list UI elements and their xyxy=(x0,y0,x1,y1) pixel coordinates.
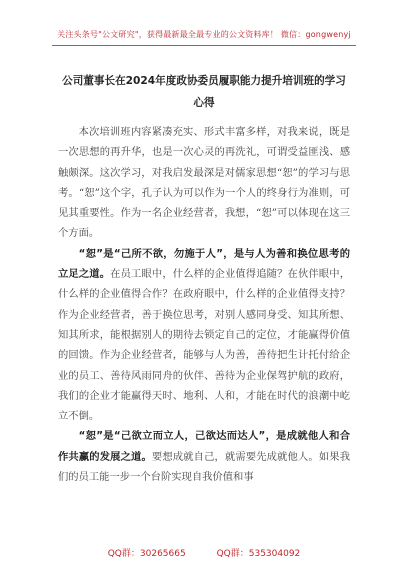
paragraph-text: 本次培训班内容紧凑充实、形式丰富多样，对我来说，既是一次思想的再升华，也是一次心灵的再洗礼，可谓受益匪浅、感触颇深。这次学习，对我启发最深是对儒家思想“恕”的学习与思考。“恕”这个字，孔子认为可以作为一个人的终身行为准则，可见其重要性。作为一名企业经营者，我想，“恕”可以体现在这三个方面。 xyxy=(58,126,350,240)
footer-qq-group-1: QQ群：30265665 xyxy=(107,549,186,559)
paragraph-point-2 xyxy=(58,426,350,487)
paragraph-text: 在员工眼中，什么样的企业值得追随？在伙伴眼中，什么样的企业值得合作？在政府眼中，什么样的企业值得支持？作为企业经营者，善于换位思考，对别人感同身受、知其所想、知其所求，能根据别人的期待去锁定自己的定位，才能赢得价值的回馈。作为企业经营者，能够与人为善，善待把生计托付给企业的员工、善待风雨同舟的伙伴、善待为企业保驾护航的政府，我们的企业才能赢得天时、地利、人和，才能在时代的浪潮中屹立不倒。 xyxy=(58,268,351,423)
paragraph-point-1 xyxy=(58,244,350,427)
paragraph-text: 要想成就自己，就需要先成就他人。如果我们的员工能一步一个台阶实现自我价值和事 xyxy=(58,450,351,484)
footer xyxy=(0,546,408,559)
footer-qq-group-2: QQ群：535304092 xyxy=(216,549,301,559)
document-title: 公司董事长在2024年度政协委员履职能力提升培训班的学习心得 xyxy=(62,75,346,109)
paragraph-lead: “恕”是“己欲立而立人，己欲达而达人”，是成就他人和合作共赢的发展之道。 xyxy=(58,430,350,463)
header-divider xyxy=(52,45,356,46)
header-banner: 关注头条号"公文研究"，获得最新最全最专业的公文资料库！ 微信：gongwenyj xyxy=(57,30,351,39)
document-body xyxy=(58,122,350,487)
paragraph-intro xyxy=(58,122,350,244)
paragraph-lead: “恕”是“己所不欲，勿施于人”，是与人为善和换位思考的立足之道。 xyxy=(58,247,350,281)
